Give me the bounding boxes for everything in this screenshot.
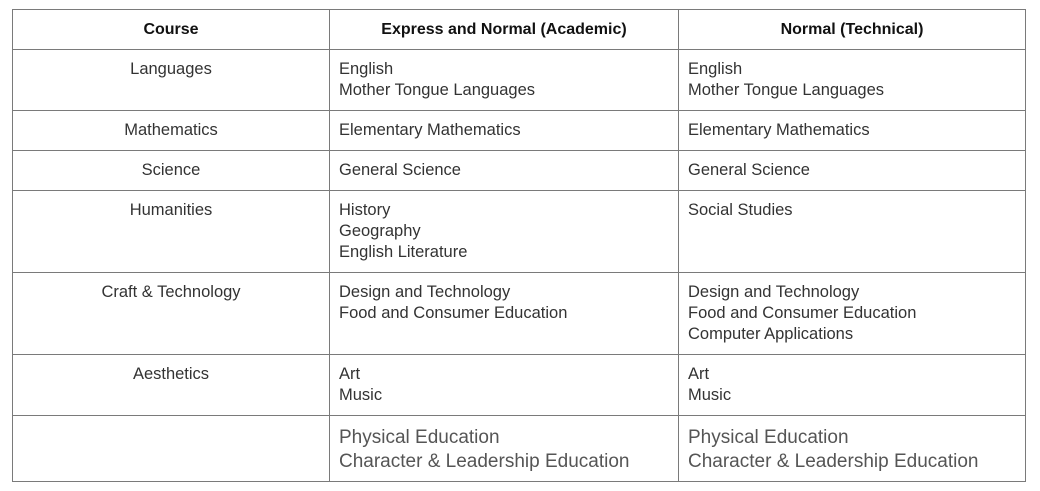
course-cell: Craft & Technology [13, 273, 330, 355]
subject-item: Elementary Mathematics [339, 121, 521, 139]
subject-item: Physical Education [339, 427, 500, 448]
course-cell: Aesthetics [13, 355, 330, 416]
technical-subjects-cell [679, 50, 1026, 111]
subject-item: Food and Consumer Education [688, 304, 917, 322]
table-body [13, 50, 1026, 482]
technical-subjects-cell [679, 355, 1026, 416]
course-cell: Humanities [13, 191, 330, 273]
subject-item: Character & Leadership Education [339, 450, 630, 472]
subject-item: Food and Consumer Education [339, 304, 568, 322]
course-cell [13, 416, 330, 482]
subject-item: Social Studies [688, 201, 793, 219]
express-subjects-cell [330, 355, 679, 416]
subject-item: Mother Tongue Languages [688, 81, 885, 99]
subject-item: Design and Technology [688, 283, 860, 301]
table-row [13, 355, 1026, 416]
course-cell: Science [13, 151, 330, 191]
table-row [13, 151, 1026, 191]
header-technical: Normal (Technical) [679, 10, 1026, 50]
subject-item: Computer Applications [688, 325, 854, 343]
technical-subjects-cell [679, 416, 1026, 482]
table-row [13, 191, 1026, 273]
subject-item: English Literature [339, 243, 468, 261]
subject-item: General Science [339, 161, 461, 179]
technical-subjects-cell [679, 273, 1026, 355]
express-subjects-cell [330, 111, 679, 151]
express-subjects-cell [330, 50, 679, 111]
header-row [13, 10, 1026, 50]
subject-item: History [339, 201, 391, 219]
subject-item: English [339, 60, 394, 78]
express-subjects-cell [330, 191, 679, 273]
course-table [12, 9, 1026, 482]
subject-item: Art [688, 365, 710, 383]
technical-subjects-cell [679, 191, 1026, 273]
table-row [13, 111, 1026, 151]
subject-item: Art [339, 365, 361, 383]
subject-item: General Science [688, 161, 810, 179]
subject-item: Character & Leadership Education [688, 450, 979, 472]
subject-item: Physical Education [688, 427, 849, 448]
technical-subjects-cell [679, 111, 1026, 151]
table-row [13, 50, 1026, 111]
express-subjects-cell [330, 416, 679, 482]
subject-item: Geography [339, 222, 421, 240]
table-row [13, 416, 1026, 482]
express-subjects-cell [330, 273, 679, 355]
subject-item: Mother Tongue Languages [339, 81, 536, 99]
header-express: Express and Normal (Academic) [330, 10, 679, 50]
table-row [13, 273, 1026, 355]
course-cell: Mathematics [13, 111, 330, 151]
subject-item: Music [339, 386, 383, 404]
subject-item: Elementary Mathematics [688, 121, 870, 139]
course-cell: Languages [13, 50, 330, 111]
subject-item: Music [688, 386, 732, 404]
subject-item: Design and Technology [339, 283, 511, 301]
express-subjects-cell [330, 151, 679, 191]
header-course: Course [13, 10, 330, 50]
subject-item: English [688, 60, 743, 78]
technical-subjects-cell [679, 151, 1026, 191]
